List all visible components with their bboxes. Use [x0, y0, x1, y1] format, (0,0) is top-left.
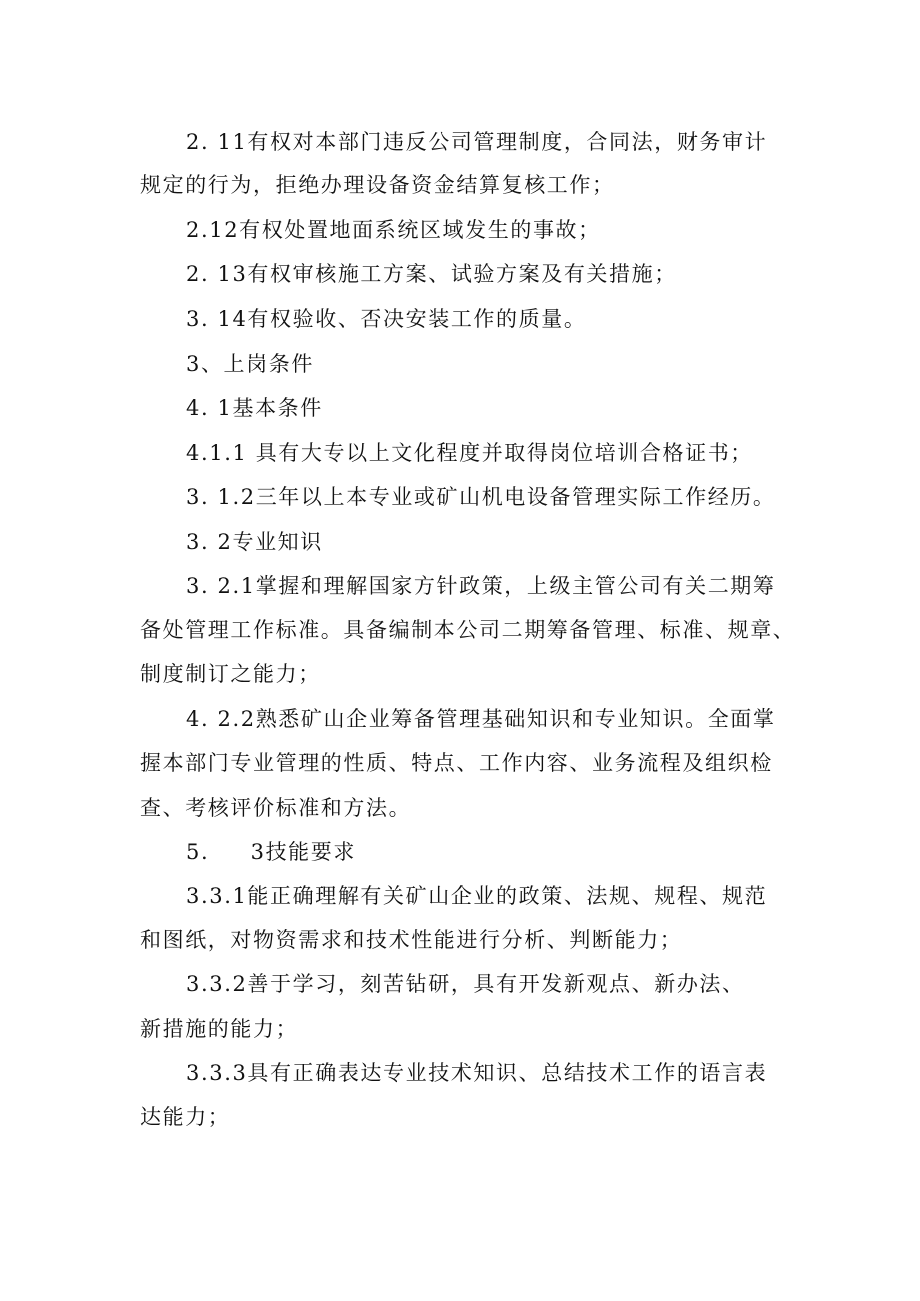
text-line: 4. 2.2熟悉矿山企业筹备管理基础知识和专业知识。全面掌: [186, 707, 776, 731]
text-line: 握本部门专业管理的性质、特点、工作内容、业务流程及组织检: [140, 751, 773, 775]
text-line: 4.1.1 具有大专以上文化程度并取得岗位培训合格证书；: [186, 441, 753, 465]
subsection-heading: 5. 3技能要求: [186, 840, 356, 864]
text-line: 查、考核评价标准和方法。: [140, 796, 412, 820]
subsection-heading: 4. 1基本条件: [186, 396, 323, 420]
text-line: 规定的行为，拒绝办理设备资金结算复核工作；: [140, 173, 615, 197]
text-line: 3. 14有权验收、否决安装工作的质量。: [186, 307, 587, 331]
text-line: 3.3.1能正确理解有关矿山企业的政策、法规、规程、规范: [186, 884, 768, 908]
text-line: 制度制订之能力；: [140, 662, 321, 686]
text-line: 和图纸，对物资需求和技术性能进行分析、判断能力；: [140, 928, 683, 952]
text-line: 2. 11有权对本部门违反公司管理制度，合同法，财务审计: [186, 130, 768, 154]
text-line: 3. 2.1掌握和理解国家方针政策，上级主管公司有关二期筹: [186, 574, 776, 598]
text-line: 备处管理工作标准。具备编制本公司二期筹备管理、标准、规章、: [140, 618, 796, 642]
text-line: 2. 13有权审核施工方案、试验方案及有关措施；: [186, 262, 677, 286]
text-line: 达能力；: [140, 1105, 231, 1129]
section-heading: 3、上岗条件: [186, 352, 314, 376]
text-line: 3. 1.2三年以上本专业或矿山机电设备管理实际工作经历。: [186, 485, 776, 509]
text-line: 新措施的能力；: [140, 1017, 299, 1041]
text-line: 3.3.3具有正确表达专业技术知识、总结技术工作的语言表: [186, 1061, 768, 1085]
subsection-heading: 3. 2专业知识: [186, 530, 323, 554]
text-line: 3.3.2善于学习，刻苦钻研，具有开发新观点、新办法、: [186, 972, 745, 996]
text-line: 2.12有权处置地面系统区域发生的事故；: [186, 218, 601, 242]
